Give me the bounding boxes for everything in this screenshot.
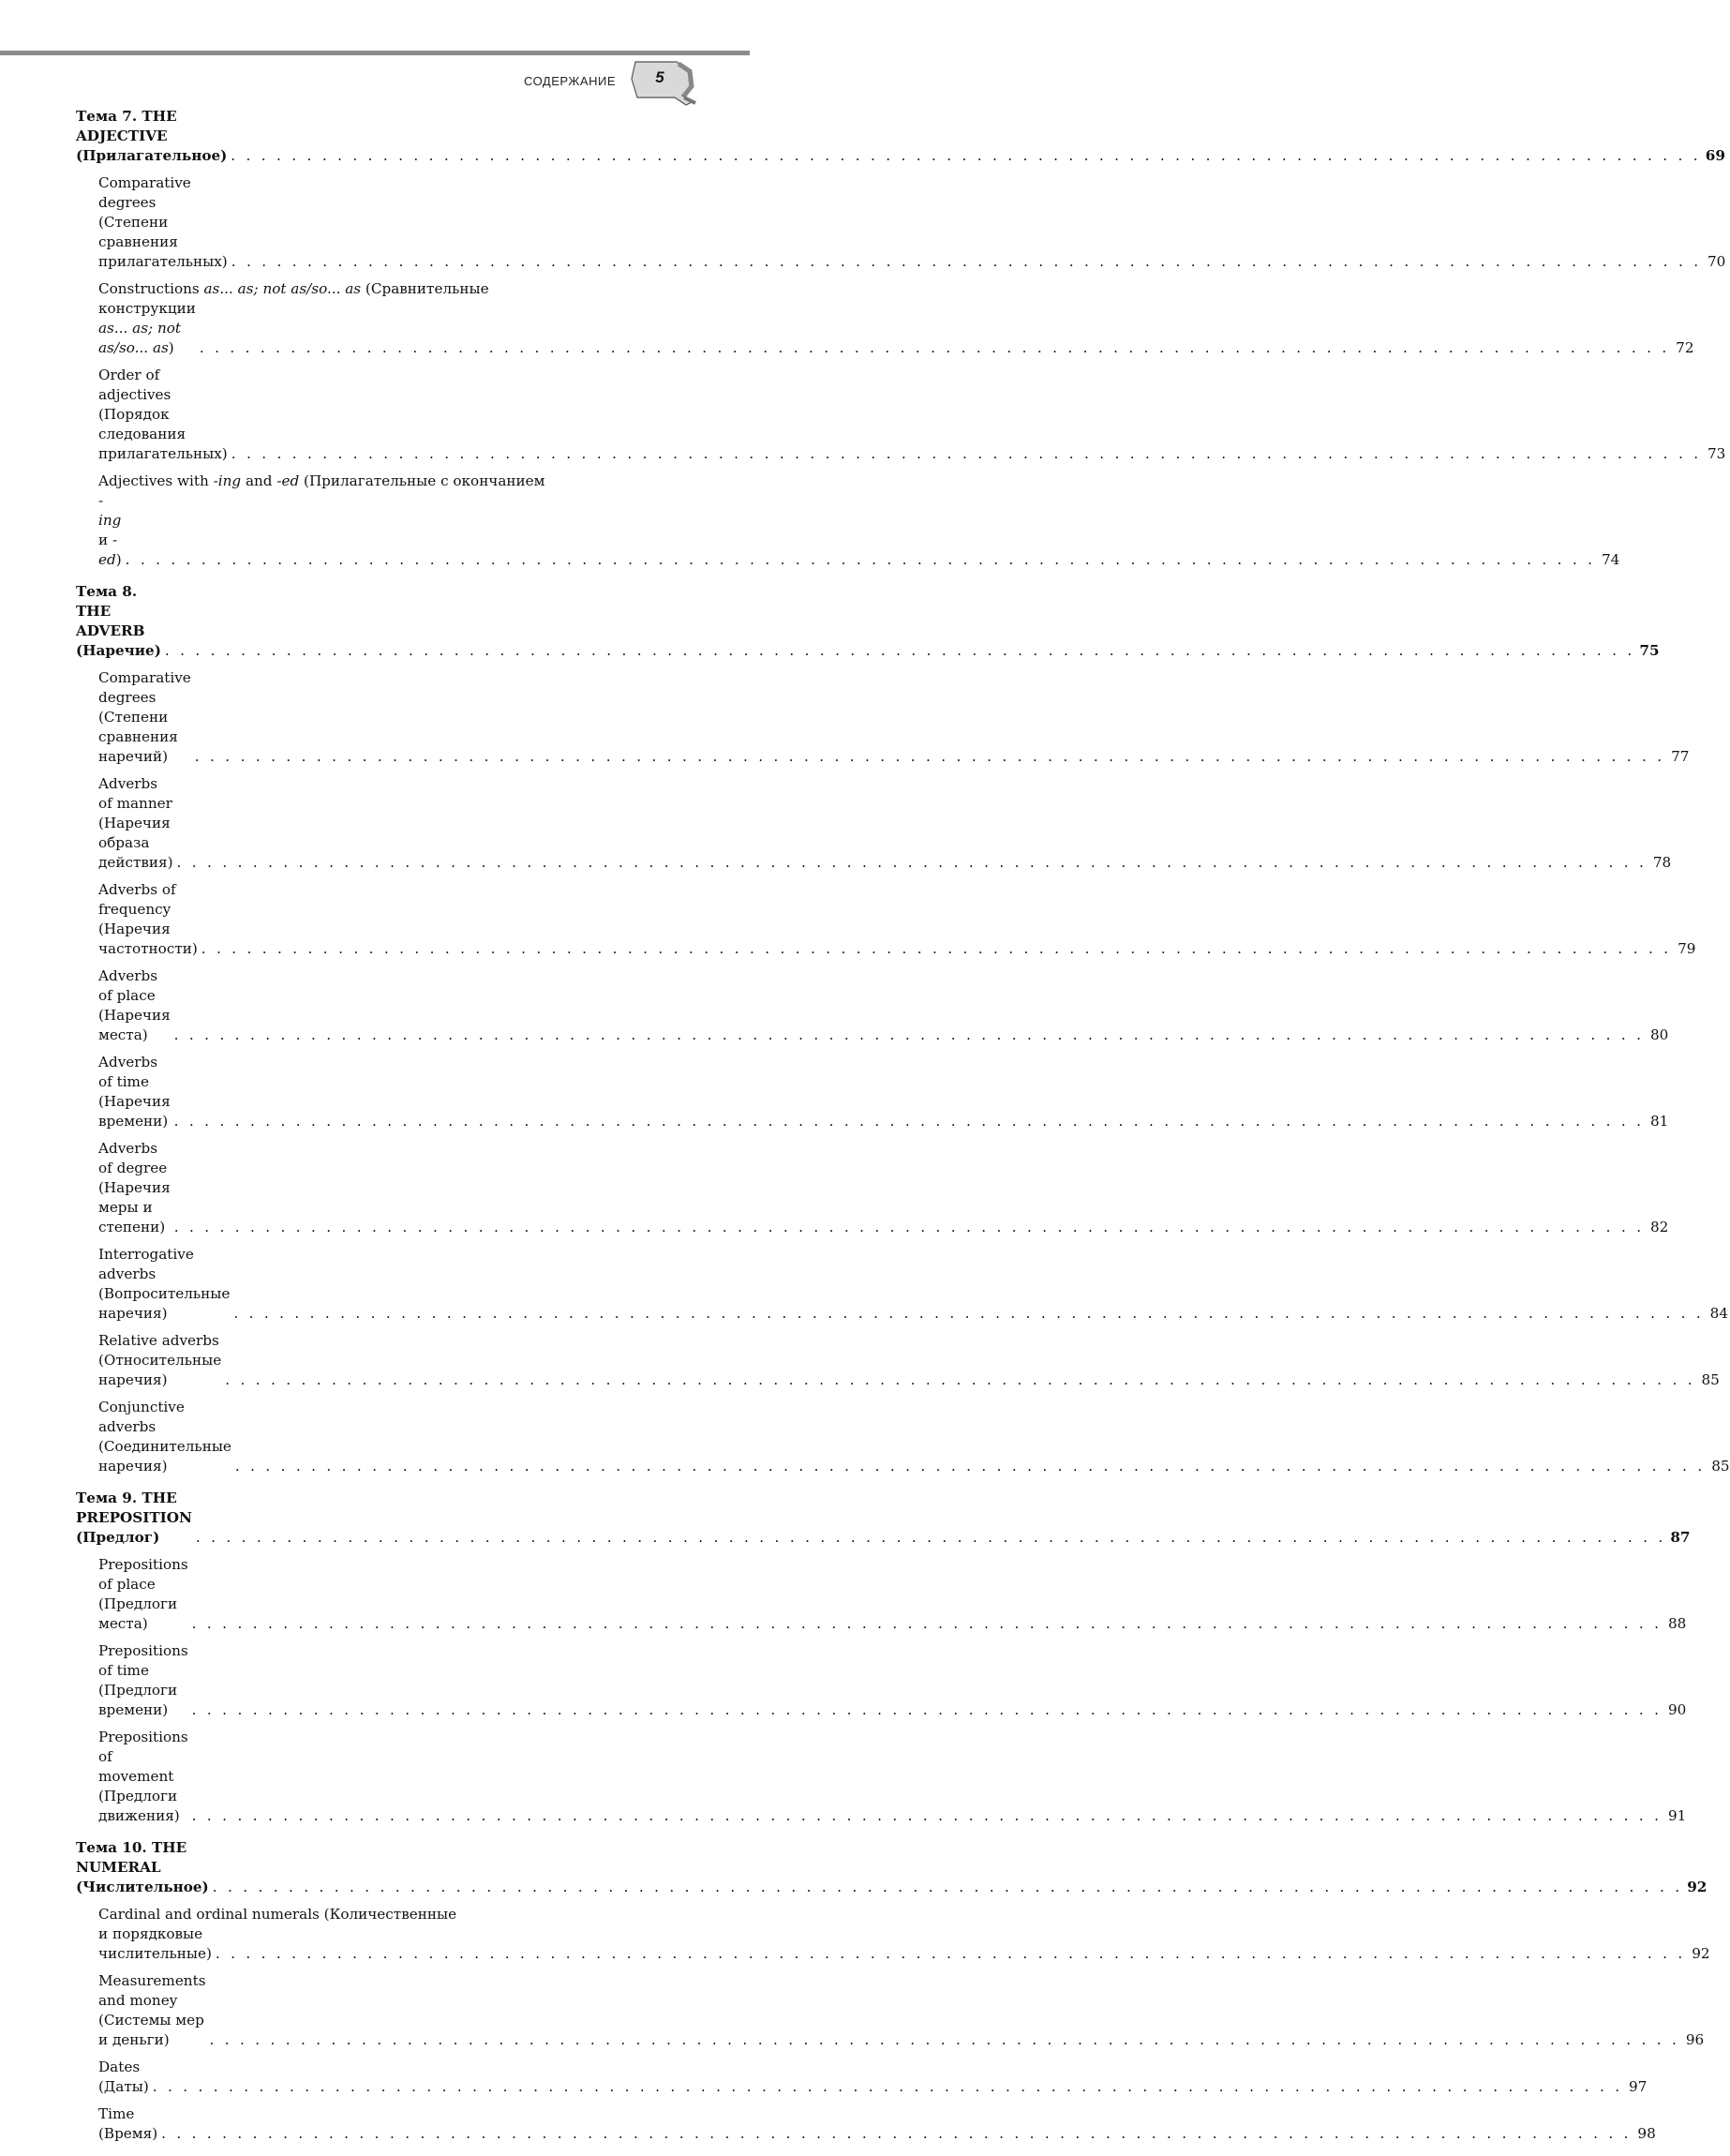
toc-page-number: 81 [1649,1113,1669,1130]
dot-leader [213,1878,1683,1897]
toc-entry-label: Adverbs of frequency (Наречия частотности) [98,881,198,957]
toc-entry[interactable] [76,1331,1720,1390]
dot-leader [177,853,1648,873]
table-of-contents [76,107,1730,2156]
toc-entry-label: Interrogative adverbs (Вопросительные наречия) [98,1246,231,1322]
dot-leader [126,550,1596,570]
dot-leader [192,1614,1663,1634]
toc-page-number: 84 [1709,1305,1728,1322]
toc-topic-title: Тема 10. THE NUMERAL (Числительное) [76,1839,209,1895]
dot-leader [201,939,1672,959]
toc-entry-label: Comparative degrees (Степени сравнения прилагательных) [98,174,228,270]
dot-leader [174,1112,1645,1131]
toc-topic-title: Тема 7. THE ADJECTIVE (Прилагательное) [76,108,228,164]
toc-topic-row[interactable] [76,1489,1691,1548]
toc-topic-row[interactable] [76,107,1725,166]
toc-topic-title: Тема 9. THE PREPOSITION (Предлог) [76,1490,192,1546]
toc-page-number: 85 [1701,1371,1720,1388]
toc-page-number: 73 [1708,445,1726,462]
toc-entry[interactable] [76,173,1726,272]
toc-entry-label: Dates (Даты) [98,2059,149,2095]
toc-page-number: 70 [1708,253,1726,270]
toc-entry-label: Comparative degrees (Степени сравнения наречий) [98,669,191,765]
toc-page-number: 85 [1711,1458,1730,1475]
toc-page-number: 98 [1637,2125,1656,2142]
toc-entry[interactable] [76,668,1690,767]
toc-entry-label: Time (Время) [98,2105,158,2142]
toc-entry-label: Adverbs of degree (Наречия меры и степени) [98,1140,171,1235]
dot-leader [200,338,1670,358]
toc-entry-label: Adverbs of time (Наречия времени) [98,1054,171,1130]
toc-page-number: 92 [1687,1879,1708,1895]
toc-page-number: 87 [1670,1529,1691,1546]
toc-topic-title: Тема 8. THE ADVERB (Наречие) [76,583,161,659]
toc-entry-label: Conjunctive adverbs (Соединительные наречия) [98,1399,231,1475]
toc-page-number: 91 [1667,1807,1687,1824]
toc-entry[interactable] [76,1728,1687,1826]
dot-leader [153,2077,1623,2097]
toc-page-number: 88 [1667,1615,1687,1632]
dot-leader [192,1806,1663,1826]
dot-leader [174,1218,1645,1237]
dot-leader [174,1026,1645,1045]
toc-page-number: 80 [1649,1026,1669,1043]
running-head: СОДЕРЖАНИЕ [523,74,616,88]
dot-leader [216,1944,1686,1964]
dot-leader [233,1304,1704,1324]
toc-page-number: 96 [1685,2031,1705,2048]
toc-topic-row[interactable] [76,1838,1708,1897]
toc-page-number: 78 [1652,854,1672,871]
toc-page-number: 75 [1639,642,1660,659]
toc-entry-label: Adverbs of manner (Наречия образа действия) [98,775,173,871]
toc-entry-label: Adjectives with -ing and -ed (Прилагательные с окончанием -ing и -ed) . . . 74 [98,472,1619,570]
toc-entry[interactable] [76,1139,1669,1237]
toc-entry-label: Prepositions of place (Предлоги места) [98,1556,188,1632]
toc-entry-label: Measurements and money (Системы мер и деньги) [98,1972,206,2048]
toc-entry[interactable] [76,472,1620,570]
toc-entry-label: Adverbs of place (Наречия места) [98,967,171,1043]
dot-leader [161,2124,1632,2144]
dot-leader [196,1528,1666,1548]
dot-leader [231,252,1702,272]
toc-page-number: 90 [1667,1701,1687,1718]
toc-page-number: 79 [1678,940,1696,957]
toc-entry-label: Cardinal and ordinal numerals (Количественные и порядковые числительные) . . . 92 [98,1905,1710,1964]
toc-section-topic-7 [76,107,1726,570]
toc-entry[interactable] [76,1245,1728,1324]
page-number: 5 [655,68,664,86]
toc-topic-row[interactable] [76,582,1660,661]
toc-entry[interactable] [76,1398,1730,1476]
toc-page-number: 69 [1705,147,1725,164]
toc-entry-label: Prepositions of movement (Предлоги движения) [98,1729,188,1824]
dot-leader [231,146,1701,166]
toc-entry-label: Constructions as... as; not as/so... as (Сравнительные конструкции as... as; not as/so... as) . . . 72 [98,279,1693,358]
toc-entry[interactable] [76,1971,1705,2050]
toc-entry[interactable] [76,966,1669,1045]
top-rule [0,51,750,55]
toc-entry[interactable] [76,880,1696,959]
toc-section-topic-9 [76,1489,1691,1826]
toc-page-number: 92 [1692,1945,1710,1962]
dot-leader [192,1700,1663,1720]
toc-entry[interactable] [76,1053,1669,1131]
dot-leader [195,747,1665,767]
toc-entry[interactable] [76,1905,1710,1964]
toc-entry[interactable] [76,1555,1687,1634]
dot-leader [165,641,1635,661]
toc-entry[interactable] [76,774,1672,873]
toc-page-number: 82 [1650,1219,1669,1235]
toc-entry[interactable] [76,2104,1656,2144]
dot-leader [225,1370,1695,1390]
dot-leader [235,1457,1706,1476]
dot-leader [231,444,1702,464]
toc-page-number: 77 [1671,748,1690,765]
toc-page-number: 72 [1676,339,1694,356]
toc-section-topic-8 [76,582,1730,1476]
toc-entry[interactable] [76,366,1726,464]
toc-page-number: 97 [1629,2078,1648,2095]
toc-entry[interactable] [76,279,1694,358]
dot-leader [210,2030,1680,2050]
toc-section-topic-10 [76,1838,1710,2144]
toc-entry[interactable] [76,2058,1648,2097]
toc-entry-label: Prepositions of time (Предлоги времени) [98,1642,188,1718]
toc-entry[interactable] [76,1641,1687,1720]
toc-entry-label: Relative adverbs (Относительные наречия) [98,1332,222,1388]
toc-page-number: 74 [1601,551,1620,568]
toc-entry-label: Order of adjectives (Порядок следования прилагательных) [98,367,228,462]
